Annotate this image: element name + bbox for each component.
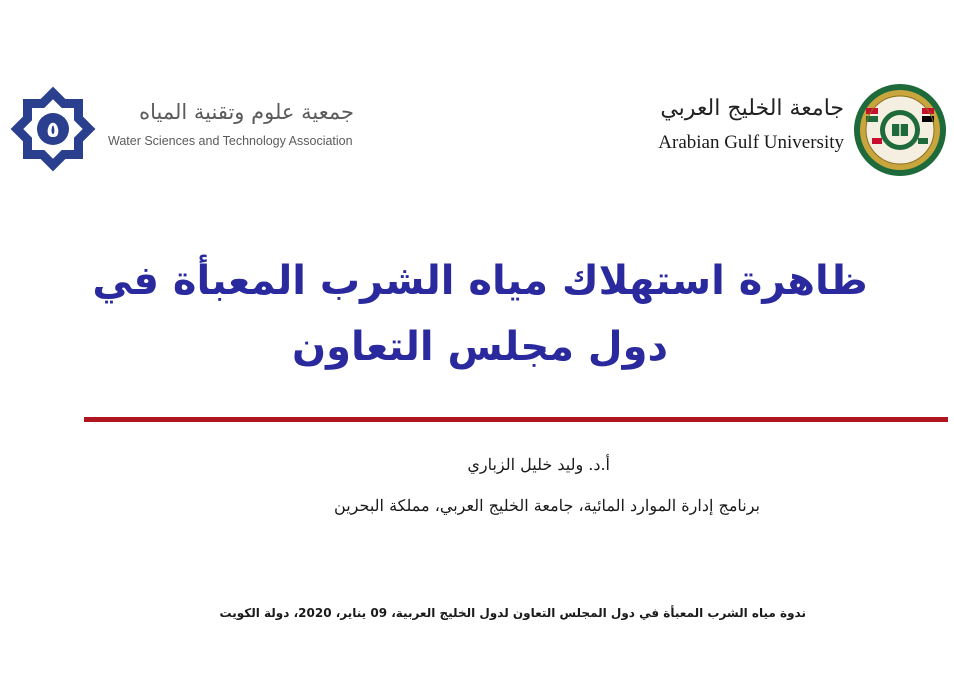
wsta-logo [8,84,354,174]
title-line-1: ظاهرة استهلاك مياه الشرب المعبأة في [92,258,868,304]
title-divider [84,417,948,422]
wsta-name-arabic: جمعية علوم وتقنية المياه [139,100,354,124]
author-name: أ.د. وليد خليل الزباري [467,455,610,474]
wsta-star-emblem-icon [8,84,98,174]
page-title [80,248,880,380]
agu-logo [640,82,948,178]
wsta-emblem-numeral: ٥ [46,118,60,143]
author-affiliation: برنامج إدارة الموارد المائية، جامعة الخليج العربي، مملكة البحرين [334,496,760,515]
agu-seal-icon [852,82,948,178]
agu-name-arabic: جامعة الخليج العربي [660,96,844,121]
event-footer: ندوة مياه الشرب المعبأة في دول المجلس التعاون لدول الخليج العربية، 09 يناير، 2020، دولة الكويت [219,606,806,620]
agu-name-english: Arabian Gulf University [658,132,844,153]
title-line-2: دول مجلس التعاون [291,324,669,370]
wsta-name-english: Water Sciences and Technology Association [108,134,353,148]
